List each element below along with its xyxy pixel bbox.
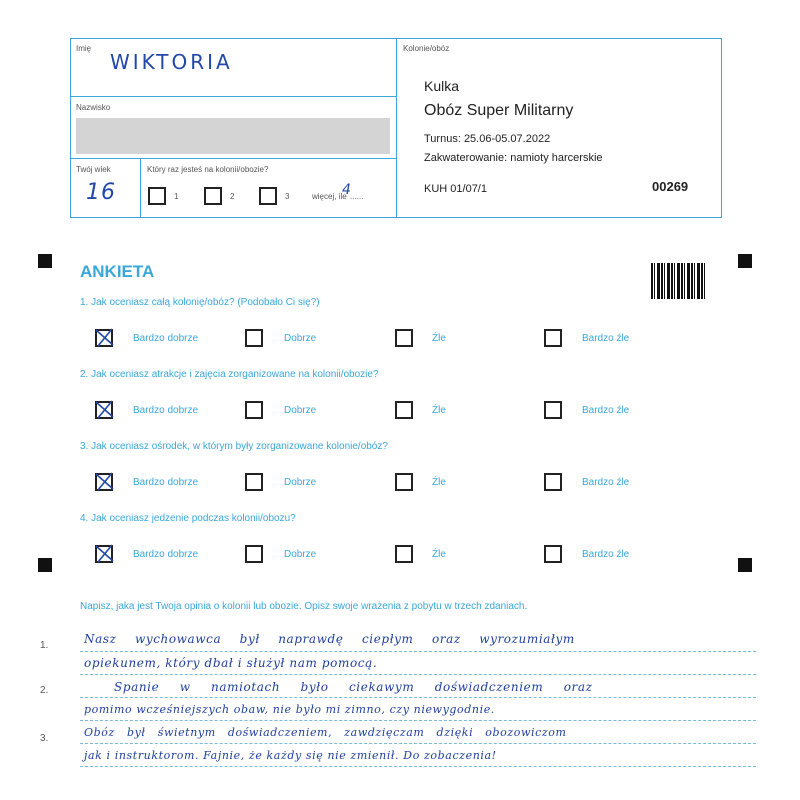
camp-number: 00269 <box>652 179 689 194</box>
times-more-label: więcej, ile <box>312 192 347 201</box>
times-option-2: 2 <box>230 192 235 201</box>
camp-code: KUH 01/07/1 <box>424 183 487 195</box>
q1-checkbox-bardzo-dobrze[interactable] <box>95 329 113 347</box>
q1-option-bardzo-dobrze: Bardzo dobrze <box>133 333 199 344</box>
surname-redacted <box>76 118 390 154</box>
q1-checkbox-bardzo-zle[interactable] <box>544 329 562 347</box>
camp-title: Obóz Super Militarny <box>424 102 574 119</box>
registration-mark-top-right <box>738 254 752 268</box>
camp-name: Kulka <box>424 78 460 94</box>
q2-checkbox-bardzo-zle[interactable] <box>544 401 562 419</box>
q4-option-dobrze: Dobrze <box>284 549 317 560</box>
writing-line <box>80 743 756 744</box>
header-divider-age <box>140 158 141 218</box>
q1-option-dobrze: Dobrze <box>284 333 317 344</box>
opinion-answer-line[interactable]: Spanie w namiotach było ciekawym doświadczeniem oraz <box>114 680 593 694</box>
q3-option-zle: Źle <box>432 477 446 488</box>
registration-mark-bottom-right <box>738 558 752 572</box>
header-divider-vertical <box>396 38 397 218</box>
times-checkbox-3[interactable] <box>259 187 277 205</box>
times-more-value[interactable]: 4 <box>342 182 352 198</box>
q3-option-bardzo-dobrze: Bardzo dobrze <box>133 477 199 488</box>
question-3-text: 3. Jak oceniasz ośrodek, w którym były zorganizowane kolonie/obóz? <box>80 441 388 452</box>
camp-accommodation: Zakwaterowanie: namioty harcerskie <box>424 152 603 164</box>
name-label: Imię <box>76 44 92 53</box>
opinion-line-number-3: 3. <box>40 733 49 744</box>
q2-checkbox-dobrze[interactable] <box>245 401 263 419</box>
q1-checkbox-zle[interactable] <box>395 329 413 347</box>
q4-checkbox-dobrze[interactable] <box>245 545 263 563</box>
opinion-answer-line[interactable]: jak i instruktorom. Fajnie, że każdy się nie zmienił. Do zobaczenia! <box>84 749 497 762</box>
q1-option-zle: Źle <box>432 333 446 344</box>
q2-checkbox-zle[interactable] <box>395 401 413 419</box>
q3-checkbox-bardzo-dobrze[interactable] <box>95 473 113 491</box>
q1-option-bardzo-zle: Bardzo źle <box>582 333 630 344</box>
writing-line <box>80 674 756 675</box>
camp-turnus: Turnus: 25.06-05.07.2022 <box>424 133 551 145</box>
opinion-line-number-1: 1. <box>40 640 49 651</box>
times-more-dots: ...... <box>350 192 364 201</box>
q4-checkbox-zle[interactable] <box>395 545 413 563</box>
times-option-1: 1 <box>174 192 179 201</box>
q4-checkbox-bardzo-zle[interactable] <box>544 545 562 563</box>
opinion-prompt: Napisz, jaka jest Twoja opinia o kolonii lub obozie. Opisz swoje wrażenia z pobytu w trzech zdaniach. <box>80 601 528 612</box>
cross-mark-icon <box>94 471 116 493</box>
q4-option-bardzo-dobrze: Bardzo dobrze <box>133 549 199 560</box>
q4-option-zle: Źle <box>432 549 446 560</box>
times-label: Który raz jesteś na kolonii/obozie? <box>147 165 269 174</box>
q3-checkbox-zle[interactable] <box>395 473 413 491</box>
q3-option-bardzo-zle: Bardzo źle <box>582 477 630 488</box>
name-value[interactable]: WIKTORIA <box>110 50 233 74</box>
age-label: Twój wiek <box>76 165 111 174</box>
q2-option-dobrze: Dobrze <box>284 405 317 416</box>
q2-option-bardzo-dobrze: Bardzo dobrze <box>133 405 199 416</box>
writing-line <box>80 720 756 721</box>
opinion-line-number-2: 2. <box>40 685 49 696</box>
age-value[interactable]: 16 <box>86 180 116 205</box>
opinion-answer-line[interactable]: pomimo wcześniejszych obaw, nie było mi zimno, czy niewygodnie. <box>84 703 495 716</box>
opinion-answer-line[interactable]: Nasz wychowawca był naprawdę ciepłym oraz wyrozumiałym <box>84 632 575 646</box>
q2-checkbox-bardzo-dobrze[interactable] <box>95 401 113 419</box>
header-divider-2 <box>70 158 396 159</box>
q4-checkbox-bardzo-dobrze[interactable] <box>95 545 113 563</box>
registration-mark-bottom-left <box>38 558 52 572</box>
survey-title: ANKIETA <box>80 262 155 281</box>
camp-label: Kolonie/obóz <box>403 44 450 53</box>
barcode <box>651 263 705 299</box>
cross-mark-icon <box>94 399 116 421</box>
times-checkbox-2[interactable] <box>204 187 222 205</box>
times-checkbox-1[interactable] <box>148 187 166 205</box>
question-4-text: 4. Jak oceniasz jedzenie podczas kolonii/obozu? <box>80 513 296 524</box>
opinion-answer-line[interactable]: Obóz był świetnym doświadczeniem, zawdzięczam dzięki obozowiczom <box>84 726 567 739</box>
times-option-3: 3 <box>285 192 290 201</box>
question-1-text: 1. Jak oceniasz całą kolonię/obóz? (Podobało Ci się?) <box>80 297 320 308</box>
q3-checkbox-dobrze[interactable] <box>245 473 263 491</box>
q2-option-zle: Źle <box>432 405 446 416</box>
q4-option-bardzo-zle: Bardzo źle <box>582 549 630 560</box>
q2-option-bardzo-zle: Bardzo źle <box>582 405 630 416</box>
cross-mark-icon <box>94 543 116 565</box>
registration-mark-top-left <box>38 254 52 268</box>
q3-option-dobrze: Dobrze <box>284 477 317 488</box>
writing-line <box>80 697 756 698</box>
question-2-text: 2. Jak oceniasz atrakcje i zajęcia zorganizowane na kolonii/obozie? <box>80 369 379 380</box>
q1-checkbox-dobrze[interactable] <box>245 329 263 347</box>
header-divider-1 <box>70 96 396 97</box>
writing-line <box>80 766 756 767</box>
q3-checkbox-bardzo-zle[interactable] <box>544 473 562 491</box>
writing-line <box>80 651 756 652</box>
cross-mark-icon <box>94 327 116 349</box>
surname-label: Nazwisko <box>76 103 111 112</box>
opinion-answer-line[interactable]: opiekunem, który dbał i służył nam pomocą. <box>84 656 378 670</box>
